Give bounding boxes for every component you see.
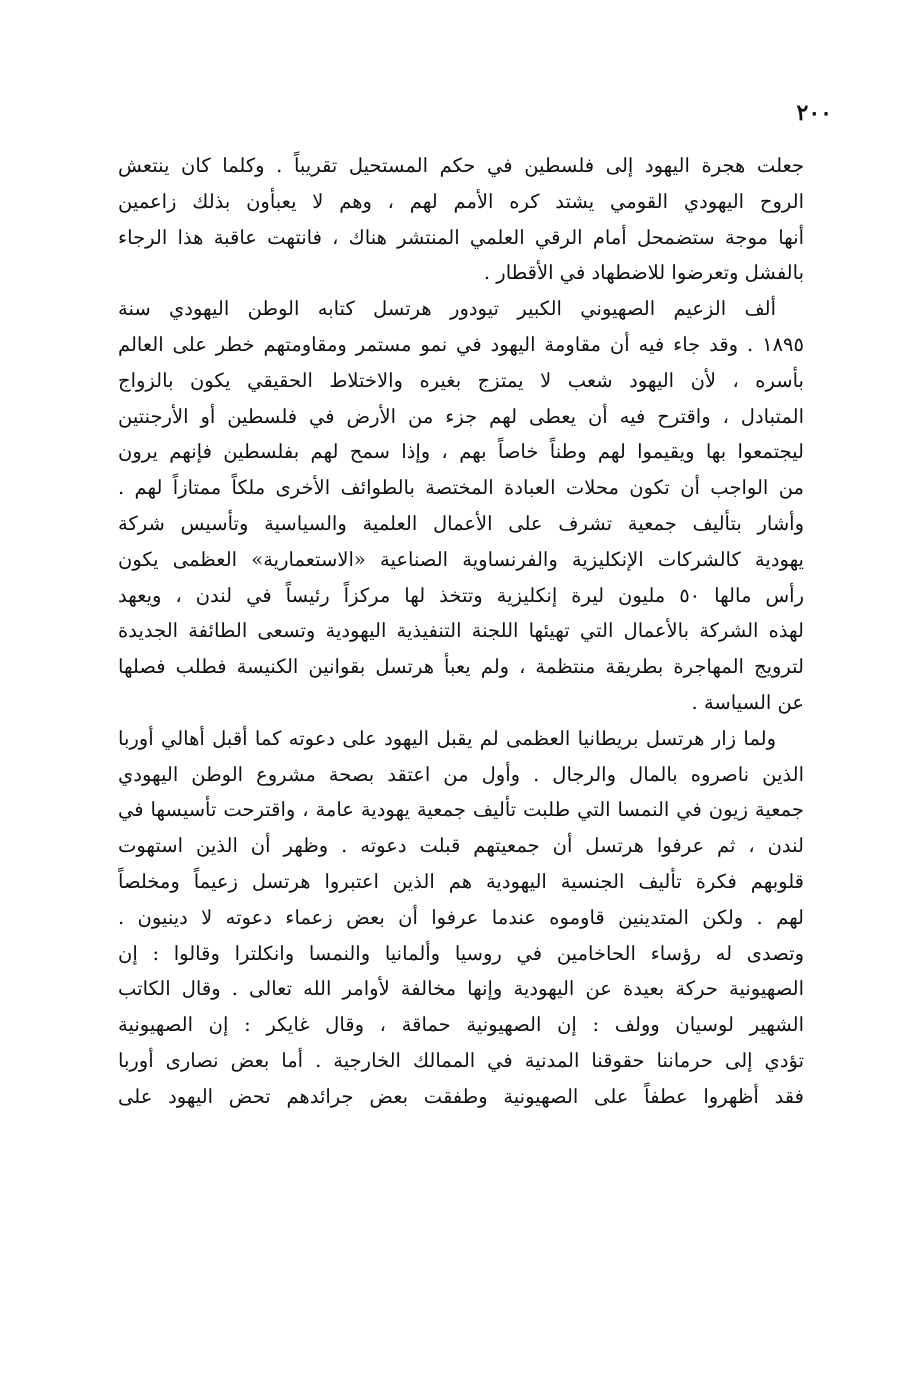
paragraph-1 bbox=[118, 148, 804, 291]
text-line: جمعية زيون في النمسا التي طلبت تأليف جمعية يهودية عامة ، واقترحت تأسيسها في bbox=[118, 798, 804, 822]
text-line: عن السياسة . bbox=[691, 690, 804, 714]
text-line: فقد أظهروا عطفاً على الصهيونية وطفقت بعض جرائدهم تحض اليهود على bbox=[118, 1084, 804, 1108]
text-line: المتبادل ، واقترح فيه أن يعطى لهم جزء من الأرض في فلسطين أو الأرجنتين bbox=[118, 404, 804, 428]
text-line: لندن ، ثم عرفوا هرتسل أن جمعيتهم قبلت دعوته . وظهر أن الذين استهوت bbox=[118, 834, 804, 858]
text-line: قلوبهم فكرة تأليف الجنسية اليهودية هم الذين اعتبروا هرتسل زعيماً ومخلصاً bbox=[118, 869, 804, 893]
text-line: الشهير لوسيان وولف : إن الصهيونية حماقة ، وقال غايكر : إن الصهيونية bbox=[118, 1013, 804, 1037]
text-line: لهذه الشركة بالأعمال التي تهيئها اللجنة التنفيذية اليهودية وتسعى الطائفة الجديدة bbox=[118, 619, 804, 643]
text-line: الذين ناصروه بالمال والرجال . وأول من اعتقد بصحة مشروع الوطن اليهودي bbox=[118, 762, 804, 786]
text-line: رأس مالها ٥٠ مليون ليرة إنكليزية وتتخذ لها مركزاً رئيساً في لندن ، ويعهد bbox=[118, 583, 804, 607]
text-line: ألف الزعيم الصهيوني الكبير تيودور هرتسل كتابه الوطن اليهودي سنة bbox=[118, 297, 776, 321]
page-number: ٢٠٠ bbox=[796, 100, 832, 126]
text-line: وأشار بتأليف جمعية تشرف على الأعمال العلمية والسياسية وتأسيس شركة bbox=[118, 511, 804, 535]
text-line: الروح اليهودي القومي يشتد كره الأمم لهم ، وهم لا يعبأون بذلك زاعمين bbox=[118, 189, 804, 213]
text-line: يهودية كالشركات الإنكليزية والفرنساوية الصناعية «الاستعمارية» العظمى يكون bbox=[118, 547, 804, 571]
text-line: أنها موجة ستضمحل أمام الرقي العلمي المنتشر هناك ، فانتهت عاقبة هذا الرجاء bbox=[118, 225, 804, 249]
text-line: تؤدي إلى حرماننا حقوقنا المدنية في الممالك الخارجية . أما بعض نصارى أوربا bbox=[118, 1048, 804, 1072]
text-line: من الواجب أن تكون محلات العبادة المختصة بالطوائف الأخرى ملكاً ممتازاً لهم . bbox=[118, 476, 804, 500]
text-line: وتصدى له رؤساء الحاخامين في روسيا وألمانيا والنمسا وانكلترا وقالوا : إن bbox=[118, 941, 804, 965]
text-line: ليجتمعوا بها ويقيموا لهم وطناً خاصاً بهم ، وإذا سمح لهم بفلسطين فإنهم يرون bbox=[118, 440, 804, 464]
paragraph-3 bbox=[118, 721, 804, 1115]
text-line: الصهيونية حركة بعيدة عن اليهودية وإنها مخالفة لأوامر الله تعالى . وقال الكاتب bbox=[118, 977, 804, 1001]
text-line: لهم . ولكن المتدينين قاوموه عندما عرفوا أن بعض زعماء دعوته لا دينيون . bbox=[118, 905, 804, 929]
paragraph-2 bbox=[118, 291, 804, 721]
text-line: ولما زار هرتسل بريطانيا العظمى لم يقبل اليهود على دعوته كما أقبل أهالي أوربا bbox=[118, 726, 776, 750]
body-text bbox=[118, 148, 804, 1115]
text-line: جعلت هجرة اليهود إلى فلسطين في حكم المستحيل تقريباً . وكلما كان ينتعش bbox=[118, 154, 804, 177]
text-line: ١٨٩٥ . وقد جاء فيه أن مقاومة اليهود في نمو مستمر ومقاومتهم خطر على العالم bbox=[118, 332, 804, 356]
text-line: لترويج المهاجرة بطريقة منتظمة ، ولم يعبأ هرتسل بقوانين الكنيسة فطلب فصلها bbox=[118, 655, 804, 679]
text-line: بأسره ، لأن اليهود شعب لا يمتزج بغيره والاختلاط الحقيقي يكون بالزواج bbox=[118, 368, 804, 392]
text-line: بالفشل وتعرضوا للاضطهاد في الأقطار . bbox=[483, 261, 804, 285]
